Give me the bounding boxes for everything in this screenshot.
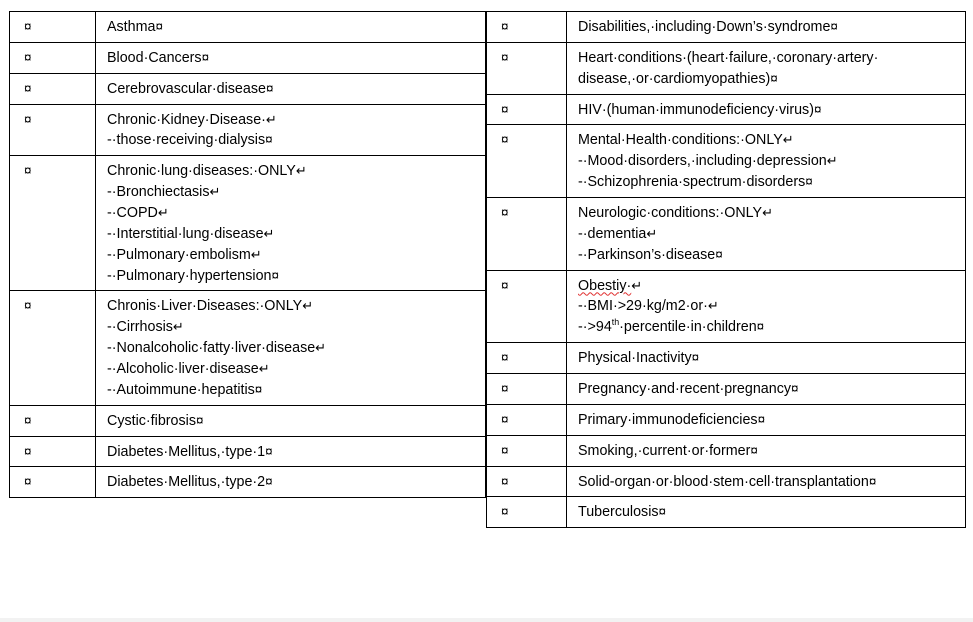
text-line [107,266,477,287]
text-line [578,245,957,266]
table-left-half [9,11,486,498]
cell-mark-cell[interactable] [487,270,567,343]
cell-mark-cell[interactable] [10,42,96,73]
cell-mark-cell[interactable] [10,73,96,104]
text-line [107,245,477,266]
condition-cell[interactable] [567,270,966,343]
paragraph-return-mark-icon: ↵ [707,298,719,314]
condition-cell[interactable] [96,291,486,405]
text-line [107,317,477,338]
line-text: Tuberculosis [578,504,659,521]
cell-mark-cell[interactable] [10,12,96,43]
condition-cell[interactable] [96,156,486,291]
text-line [578,317,957,338]
text-line [578,203,957,224]
paragraph-return-mark-icon: ↵ [172,319,184,335]
text-line [107,48,477,69]
line-text: Disabilities,·including·Down’s·syndrome [578,19,831,35]
end-of-cell-mark-icon: ¤ [24,111,32,127]
table-right-half [486,11,966,528]
condition-cell[interactable] [567,198,966,271]
text-line [107,224,477,245]
text-line [578,502,957,523]
text-line [107,79,477,100]
cell-mark-cell[interactable] [10,467,96,498]
line-text: Chronic·Kidney·Disease· [107,111,266,128]
page-edge-strip [0,618,973,622]
line-text: -·those·receiving·dialysis [107,132,266,149]
end-of-cell-mark-icon: ¤ [24,49,32,65]
end-of-cell-mark-icon: ¤ [501,381,509,397]
line-text: -·Pulmonary·embolism [107,246,251,263]
line-text: Asthma [107,19,156,35]
table-row[interactable] [10,291,486,405]
end-of-cell-mark-icon: ¤ [24,80,32,96]
end-of-cell-mark-icon: ¤ [501,504,509,520]
end-of-cell-mark-icon: ¤ [658,504,667,520]
end-of-cell-mark-icon: ¤ [195,412,204,428]
condition-cell[interactable] [567,42,966,94]
end-of-cell-mark-icon: ¤ [501,49,509,65]
condition-cell[interactable] [567,466,966,497]
paragraph-return-mark-icon: ↵ [302,298,314,314]
condition-cell[interactable] [96,436,486,467]
left-column-rows [10,12,486,498]
end-of-cell-mark-icon: ¤ [501,132,509,148]
text-line [578,472,957,493]
line-text: -·COPD [107,205,158,222]
paragraph-return-mark-icon: ↵ [265,111,277,127]
cell-mark-cell[interactable] [487,198,567,271]
text-line [107,338,477,359]
paragraph-return-mark-icon: ↵ [263,225,275,241]
end-of-cell-mark-icon: ¤ [501,411,509,427]
misspelled-word: Obestiy· [578,277,632,294]
cell-mark-cell[interactable] [10,104,96,156]
line-text: -·>94 [578,319,612,336]
text-line [578,172,957,193]
end-of-cell-mark-icon: ¤ [501,277,509,293]
condition-cell[interactable] [567,374,966,405]
line-text: -·Nonalcoholic·fatty·liver·disease [107,340,316,357]
end-of-cell-mark-icon: ¤ [501,350,509,366]
line-text: -·Mood·disorders,·including·depression [578,153,827,170]
text-line [578,379,957,400]
text-line [578,48,957,69]
line-text: Solid-organ·or·blood·stem·cell·transplantation [578,473,869,490]
cell-mark-cell[interactable] [487,497,567,528]
cell-mark-cell[interactable] [10,405,96,436]
line-text: Chronis·Liver·Diseases:·ONLY [107,298,303,315]
condition-cell[interactable] [96,104,486,156]
line-text: Cystic·fibrosis [107,412,196,429]
table-row[interactable] [487,404,966,435]
paragraph-return-mark-icon: ↵ [295,163,307,179]
table-row[interactable] [10,405,486,436]
end-of-cell-mark-icon: ¤ [265,80,274,96]
end-of-cell-mark-icon: ¤ [757,411,766,427]
cell-mark-cell[interactable] [487,404,567,435]
text-line [107,17,477,38]
end-of-cell-mark-icon: ¤ [501,205,509,221]
end-of-cell-mark-icon: ¤ [805,174,813,190]
paragraph-return-mark-icon: ↵ [782,132,794,148]
text-line [578,130,957,151]
line-text-tail: ·percentile·in·children [619,319,757,336]
end-of-cell-mark-icon: ¤ [254,381,263,397]
text-line [107,130,477,151]
condition-cell[interactable] [96,42,486,73]
cell-mark-cell[interactable] [487,466,567,497]
text-line [578,69,957,90]
table-row[interactable] [487,125,966,198]
end-of-cell-mark-icon: ¤ [691,350,700,366]
cell-mark-cell[interactable] [10,156,96,291]
end-of-cell-mark-icon: ¤ [501,19,509,34]
condition-cell[interactable] [567,12,966,43]
line-text: Physical·Inactivity [578,350,692,367]
table-row[interactable] [487,94,966,125]
line-text: -·Parkinson’s·disease [578,246,716,263]
line-text: Primary·immunodeficiencies [578,411,758,428]
end-of-cell-mark-icon: ¤ [155,19,163,34]
line-text: HIV·(human·immunodeficiency·virus) [578,101,814,118]
end-of-cell-mark-icon: ¤ [791,381,799,397]
superscript-ordinal: th [611,317,620,328]
table-row[interactable] [487,497,966,528]
table-row[interactable] [10,12,486,43]
text-line [107,182,477,203]
table-row[interactable] [487,343,966,374]
paragraph-return-mark-icon: ↵ [250,246,262,262]
cell-mark-cell[interactable] [487,374,567,405]
text-line [578,276,957,297]
text-line [107,411,477,432]
table-row[interactable] [487,270,966,343]
cell-mark-cell[interactable] [487,125,567,198]
condition-cell[interactable] [567,435,966,466]
line-text: -·Interstitial·lung·disease [107,225,264,242]
table-row[interactable] [487,42,966,94]
condition-cell[interactable] [567,94,966,125]
table-row[interactable] [487,198,966,271]
end-of-cell-mark-icon: ¤ [813,101,822,117]
end-of-cell-mark-icon: ¤ [24,19,32,34]
line-text: -·dementia [578,225,647,242]
text-line [578,151,957,172]
end-of-cell-mark-icon: ¤ [24,474,32,490]
end-of-cell-mark-icon: ¤ [501,473,509,489]
end-of-cell-mark-icon: ¤ [715,246,723,262]
cell-mark-cell[interactable] [487,94,567,125]
end-of-cell-mark-icon: ¤ [271,267,279,283]
end-of-cell-mark-icon: ¤ [201,49,210,65]
end-of-cell-mark-icon: ¤ [265,474,273,490]
line-text: Pregnancy·and·recent·pregnancy [578,381,791,398]
end-of-cell-mark-icon: ¤ [868,473,877,489]
text-line [578,17,957,38]
condition-cell[interactable] [96,405,486,436]
cell-mark-cell[interactable] [10,436,96,467]
table-row[interactable] [10,73,486,104]
text-line [578,100,957,121]
cell-mark-cell[interactable] [487,343,567,374]
line-text: Heart·conditions·(heart·failure,·coronary·artery· [578,49,879,66]
end-of-cell-mark-icon: ¤ [770,70,778,86]
end-of-cell-mark-icon: ¤ [501,101,509,117]
line-text: -·Bronchiectasis [107,184,210,201]
end-of-cell-mark-icon: ¤ [24,443,32,459]
text-line [578,410,957,431]
cell-mark-cell[interactable] [487,435,567,466]
line-text: Chronic·lung·diseases:·ONLY [107,163,296,180]
text-line [578,348,957,369]
paragraph-return-mark-icon: ↵ [315,340,327,356]
end-of-cell-mark-icon: ¤ [756,319,765,335]
text-line [107,442,477,463]
end-of-cell-mark-icon: ¤ [24,163,32,179]
text-line [107,203,477,224]
line-text: disease,·or·cardiomyopathies) [578,70,771,87]
table-row[interactable] [10,156,486,291]
paragraph-return-mark-icon: ↵ [762,205,773,221]
text-line [107,472,477,493]
table-row[interactable] [487,466,966,497]
condition-cell[interactable] [96,467,486,498]
text-line [107,380,477,401]
condition-cell[interactable] [567,404,966,435]
line-text: Mental·Health·conditions:·ONLY [578,132,783,149]
end-of-cell-mark-icon: ¤ [265,132,273,148]
table-row[interactable] [10,467,486,498]
text-line [107,296,477,317]
line-text: Blood·Cancers [107,49,202,66]
conditions-table [9,11,964,618]
end-of-cell-mark-icon: ¤ [24,412,32,428]
paragraph-return-mark-icon: ↵ [631,277,643,293]
text-line [578,441,957,462]
line-text: -·Alcoholic·liver·disease [107,361,259,378]
table-row[interactable] [487,12,966,43]
text-line [578,296,957,317]
condition-cell[interactable] [567,125,966,198]
end-of-cell-mark-icon: ¤ [265,443,273,459]
end-of-cell-mark-icon: ¤ [24,298,32,314]
text-line [107,161,477,182]
line-text: Diabetes·Mellitus,·type·2 [107,474,266,491]
paragraph-return-mark-icon: ↵ [826,153,838,169]
text-line [107,110,477,131]
line-text: -·Autoimmune·hepatitis [107,381,255,398]
line-text: Neurologic·conditions:·ONLY [578,205,763,222]
line-text: Diabetes·Mellitus,·type·1 [107,443,266,460]
table-row[interactable] [487,374,966,405]
end-of-cell-mark-icon: ¤ [501,442,509,458]
condition-cell[interactable] [567,343,966,374]
line-text: -·Schizophrenia·spectrum·disorders [578,174,806,191]
paragraph-return-mark-icon: ↵ [646,225,658,241]
line-text: -·Pulmonary·hypertension [107,267,272,284]
right-column-rows [487,12,966,528]
cell-mark-cell[interactable] [10,291,96,405]
table-row[interactable] [10,436,486,467]
condition-cell[interactable] [96,12,486,43]
table-row[interactable] [10,104,486,156]
text-line [107,359,477,380]
cell-mark-cell[interactable] [487,12,567,43]
condition-cell[interactable] [567,497,966,528]
paragraph-return-mark-icon: ↵ [258,361,270,377]
cell-mark-cell[interactable] [487,42,567,94]
end-of-cell-mark-icon: ¤ [750,442,758,458]
table-row[interactable] [10,42,486,73]
line-text: -·BMI·>29·kg/m2·or· [578,298,708,315]
table-row[interactable] [487,435,966,466]
paragraph-return-mark-icon: ↵ [209,184,221,200]
condition-cell[interactable] [96,73,486,104]
line-text: Cerebrovascular·disease [107,80,266,97]
text-line [578,224,957,245]
line-text: -·Cirrhosis [107,319,173,336]
line-text: Smoking,·current·or·former [578,442,751,459]
paragraph-return-mark-icon: ↵ [157,205,169,221]
end-of-cell-mark-icon: ¤ [830,19,838,34]
